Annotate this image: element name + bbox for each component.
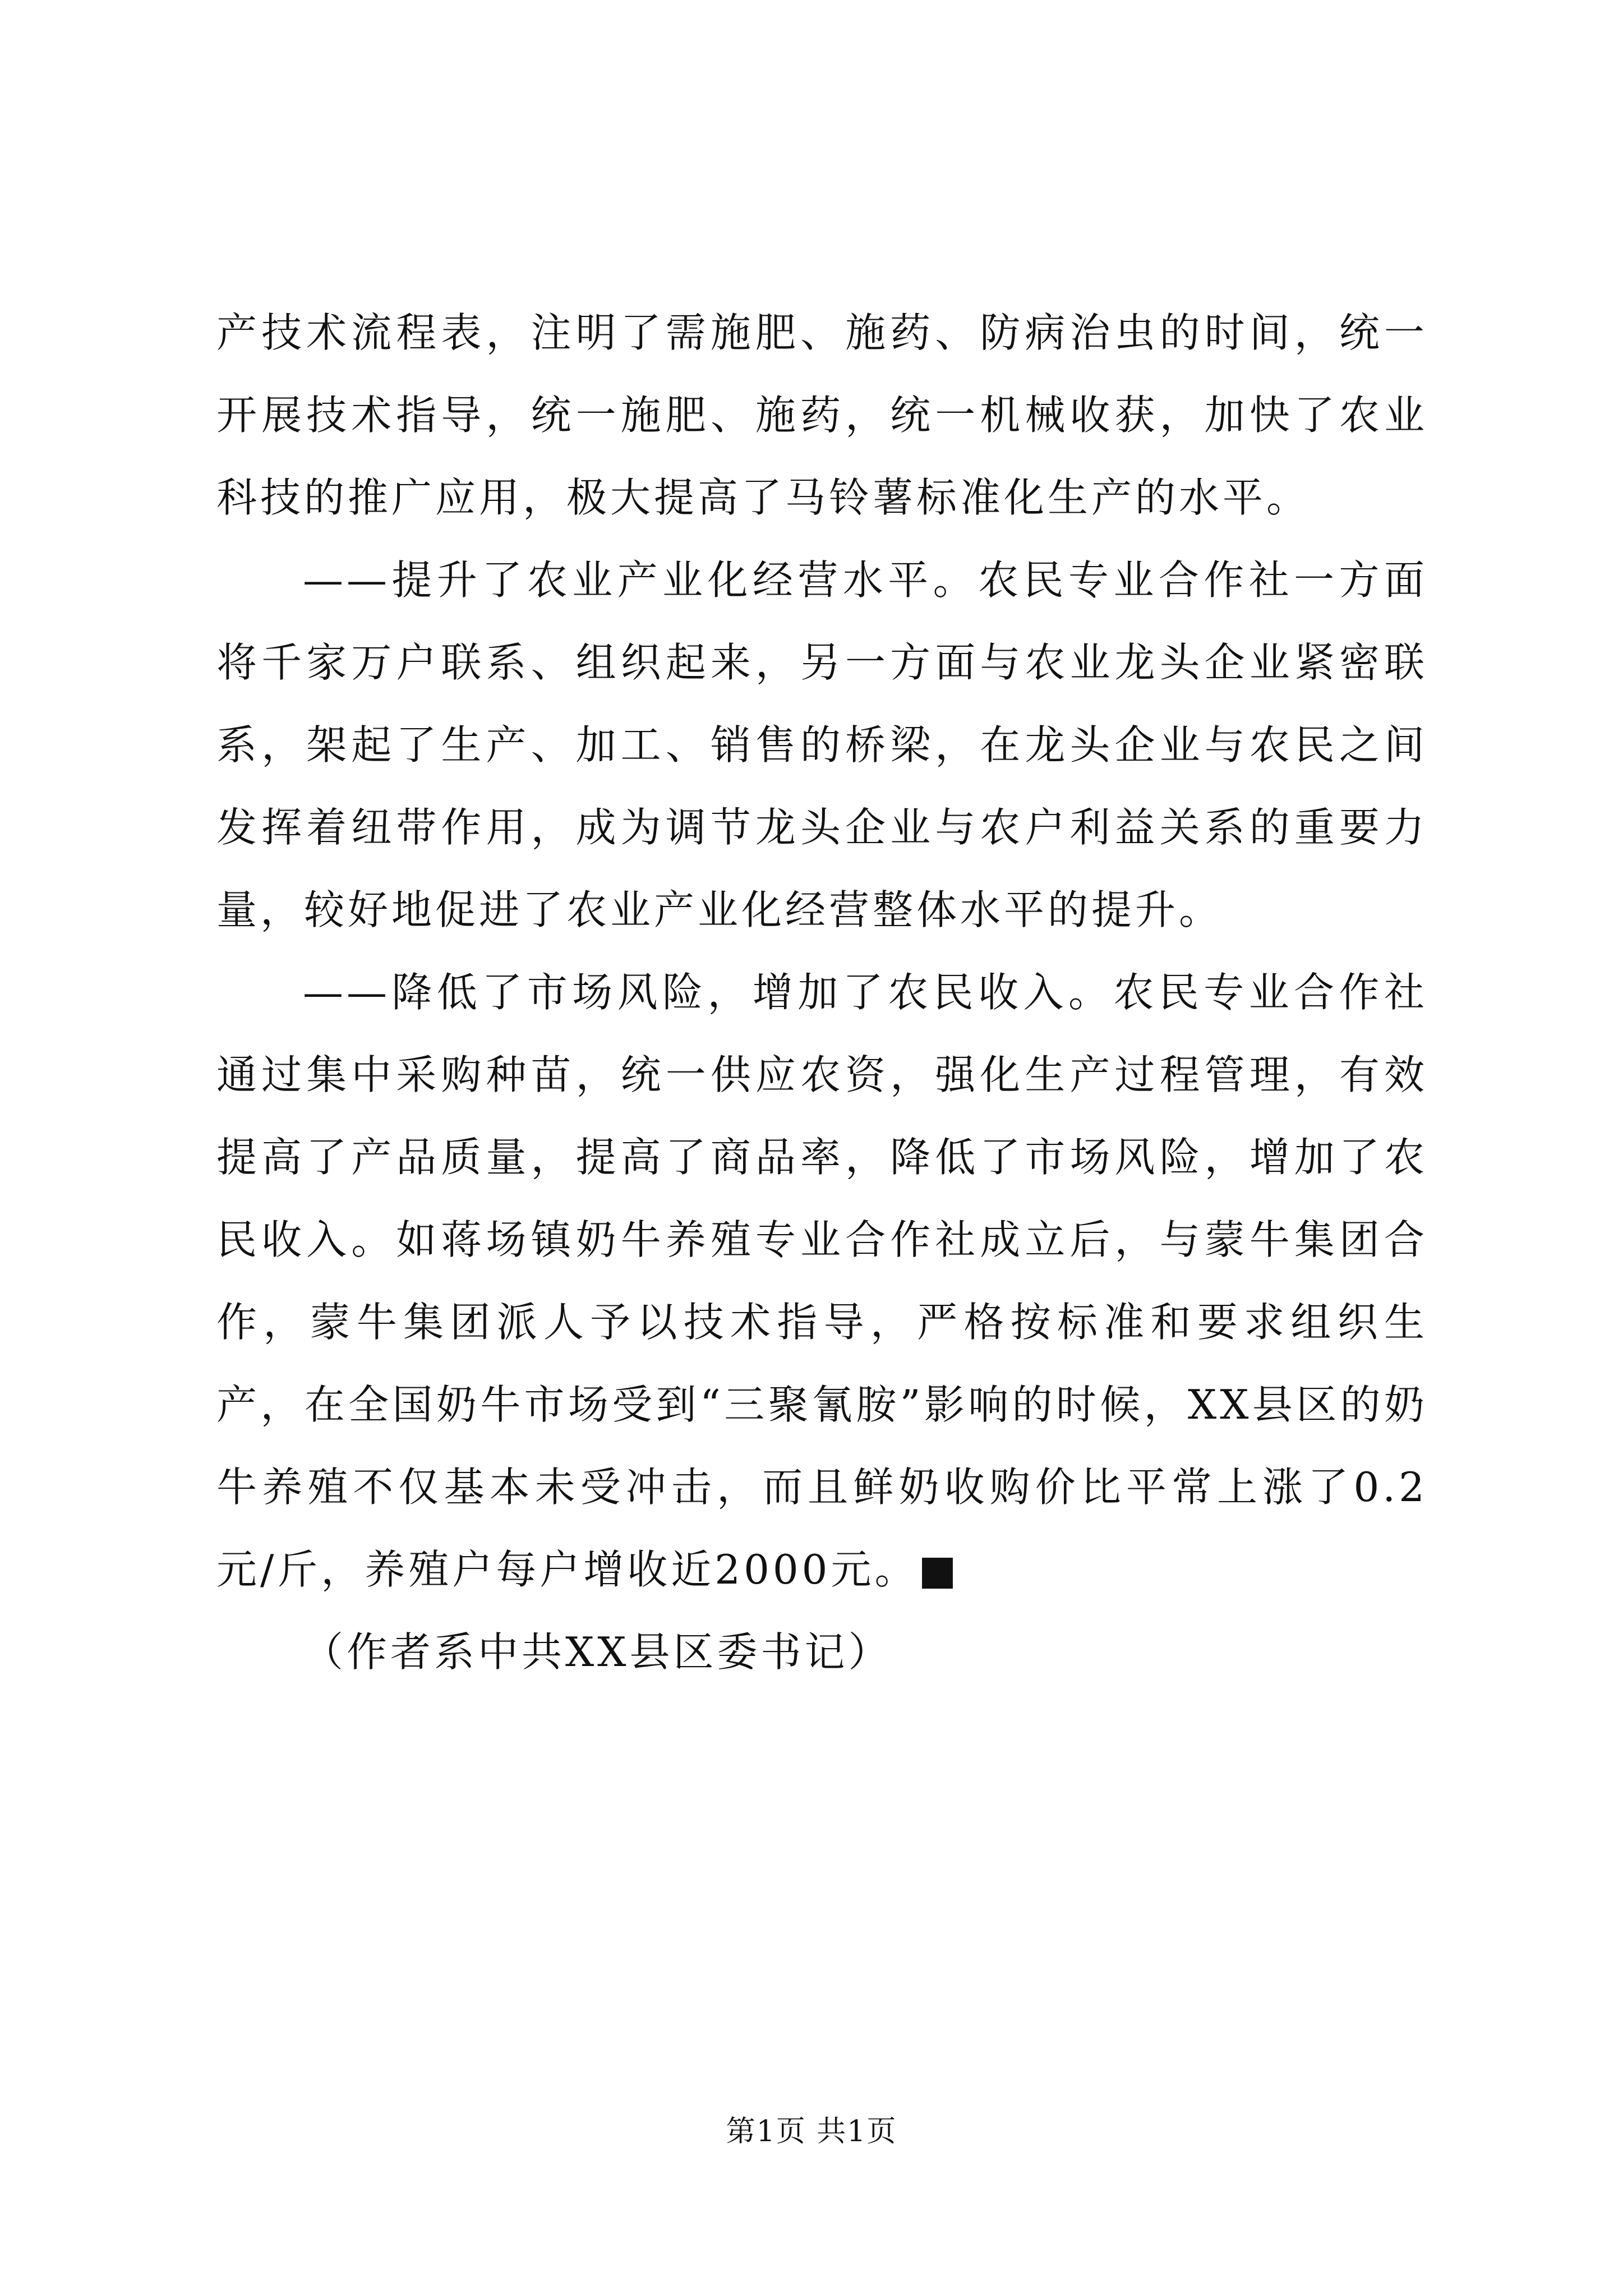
- paragraph-3: ——降低了市场风险，增加了农民收入。农民专业合作社通过集中采购种苗，统一供应农资，强化生产过程管理，有效提高了产品质量，提高了商品率，降低了市场风险，增加了农民收入。如蒋场镇奶牛养殖专业合作社成立后，与蒙牛集团合作，蒙牛集团派人予以技术指导，严格按标准和要求组织生产，在全国奶牛市场受到“三聚氰胺”影响的时候，XX县区的奶牛养殖不仅基本未受冲击，而且鲜奶收购价比平常上涨了0.2元/斤，养殖户每户增收近2000元。■: [216, 969, 1428, 1593]
- page-footer: 第1页 共1页: [726, 2115, 897, 2148]
- document-body: [216, 292, 1428, 1611]
- paragraph-2: ——提升了农业产业化经营水平。农民专业合作社一方面将千家万户联系、组织起来，另一方面与农业龙头企业紧密联系，架起了生产、加工、销售的桥梁，在龙头企业与农民之间发挥着纽带作用，成为调节龙头企业与农户利益关系的重要力量，较好地促进了农业产业化经营整体水平的提升。: [216, 556, 1428, 933]
- author-signature: （作者系中共XX县区委书记）: [303, 1628, 892, 1676]
- paragraph-1: 产技术流程表，注明了需施肥、施药、防病治虫的时间，统一开展技术指导，统一施肥、施药，统一机械收获，加快了农业科技的推广应用，极大提高了马铃薯标准化生产的水平。: [216, 309, 1428, 521]
